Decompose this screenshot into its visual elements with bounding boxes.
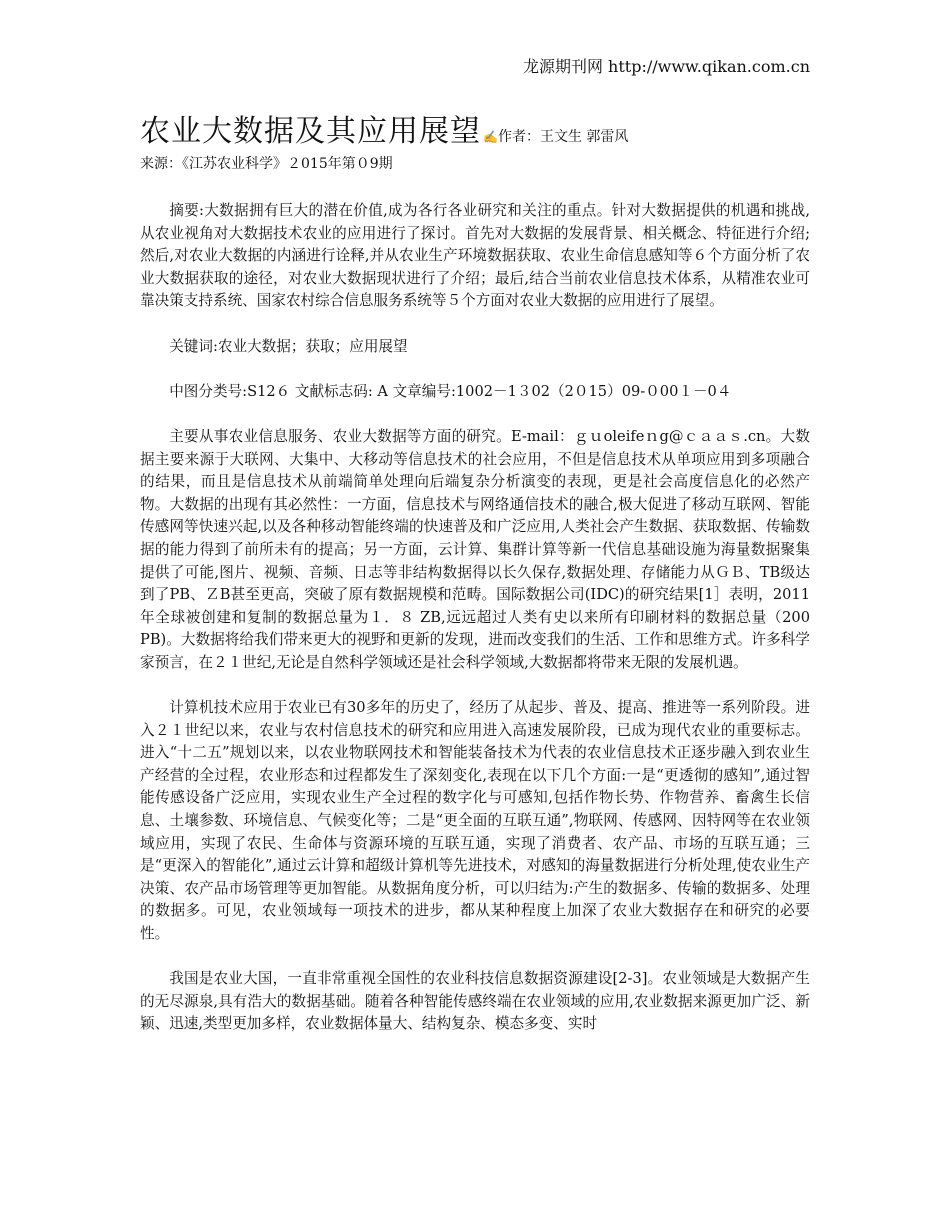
keywords-paragraph: 关键词:农业大数据；获取；应用展望 bbox=[169, 337, 408, 355]
body-paragraph-3: 我国是农业大国，一直非常重视全国性的农业科技信息数据资源建设[2-3]。农业领域是大数据产生的无尽源泉,具有浩大的数据基础。随着各种智能传感终端在农业领域的应用,农业数据来源更加广泛、新颖、迅速,类型更加多样，农业数据体量大、结构复杂、模态多变、实时 bbox=[140, 970, 810, 1033]
title-row bbox=[140, 112, 820, 152]
article-author: 作者：王文生 郭雷风 bbox=[497, 129, 629, 145]
article-title: 农业大数据及其应用展望 bbox=[140, 114, 481, 149]
article-source: 来源：《江苏农业科学》２015年第０9期 bbox=[140, 156, 393, 172]
header-site-link[interactable]: 龙源期刊网 http://www.qikan.com.cn bbox=[522, 57, 810, 76]
body-paragraph-2: 计算机技术应用于农业已有30多年的历史了，经历了从起步、普及、提高、推进等一系列阶段。进入２１世纪以来，农业与农村信息技术的研究和应用进入高速发展阶段，已成为现代农业的重要标志。进入“十二五”规划以来，以农业物联网技术和智能装备技术为代表的农业信息技术正逐步融入到农业生产经营的全过程，农业形态和过程都发生了深刻变化,表现在以下几个方面:一是“更透彻的感知”,通过智能传感设备广泛应用，实现农业生产全过程的数字化与可感知,包括作物长势、作物营养、畜禽生长信息、土壤参数、环境信息、气候变化等；二是“更全面的互联互通”,物联网、传感网、因特网等在农业领域应用，实现了农民、生命体与资源环境的互联互通，实现了消费者、农产品、市场的互联互通；三是“更深入的智能化”,通过云计算和超级计算机等先进技术，对感知的海量数据进行分析处理,使农业生产决策、农产品市场管理等更加智能。从数据角度分析，可以归结为:产生的数据多、传输的数据多、处理的数据多。可见，农业领域每一项技术的进步，都从某种程度上加深了农业大数据存在和研究的必要性。 bbox=[140, 699, 810, 942]
body-paragraph-1: 主要从事农业信息服务、农业大数据等方面的研究。E-mail：ｇｕoleifeｎg@ｃａａｓ.cn。大数据主要来源于大联网、大集中、大移动等信息技术的社会应用，不但是信息技术从单项应用到多项融合的结果，而且是信息技术从前端简单处理向后端复杂分析演变的表现，更是社会高度信息化的必然产物。大数据的出现有其必然性：一方面，信息技术与网络通信技术的融合,极大促进了移动互联网、智能传感网等快速兴起,以及各种移动智能终端的快速普及和广泛应用,人类社会产生数据、获取数据、传输数据的能力得到了前所未有的提高；另一方面，云计算、集群计算等新一代信息基础设施为海量数据聚集提供了可能,图片、视频、音频、日志等非结构数据得以长久保存,数据处理、存储能力从ＧＢ、TB级达到了PB、ＺB甚至更高，突破了原有数据规模和范畴。国际数据公司(IDC)的研究结果[1］表明，2011年全球被创建和复制的数据总量为１．８ ZB,远远超过人类有史以来所有印刷材料的数据总量（200 PB)。大数据将给我们带来更大的视野和更新的发现，进而改变我们的生活、工作和思维方式。许多科学家预言，在２１世纪,无论是自然科学领域还是社会科学领域,大数据都将带来无限的发展机遇。 bbox=[140, 427, 810, 671]
article-body bbox=[140, 200, 810, 1059]
abstract-paragraph: 摘要:大数据拥有巨大的潜在价值,成为各行各业研究和关注的重点。针对大数据提供的机遇和挑战,从农业视角对大数据技术农业的应用进行了探讨。首先对大数据的发展背景、相关概念、特征进行介绍;然后,对农业大数据的内涵进行诠释,并从农业生产环境数据获取、农业生命信息感知等６个方面分析了农业大数据获取的途径，对农业大数据现状进行了介绍；最后,结合当前农业信息技术体系，从精准农业可靠决策支持系统、国家农村综合信息服务系统等５个方面对农业大数据的应用进行了展望。 bbox=[140, 202, 810, 310]
classification-paragraph: 中图分类号:S12６ 文献标志码: A 文章编号:1002－1３02（2０15）09-０00１－0４ bbox=[169, 382, 732, 400]
pen-icon: ✍ bbox=[483, 130, 498, 144]
